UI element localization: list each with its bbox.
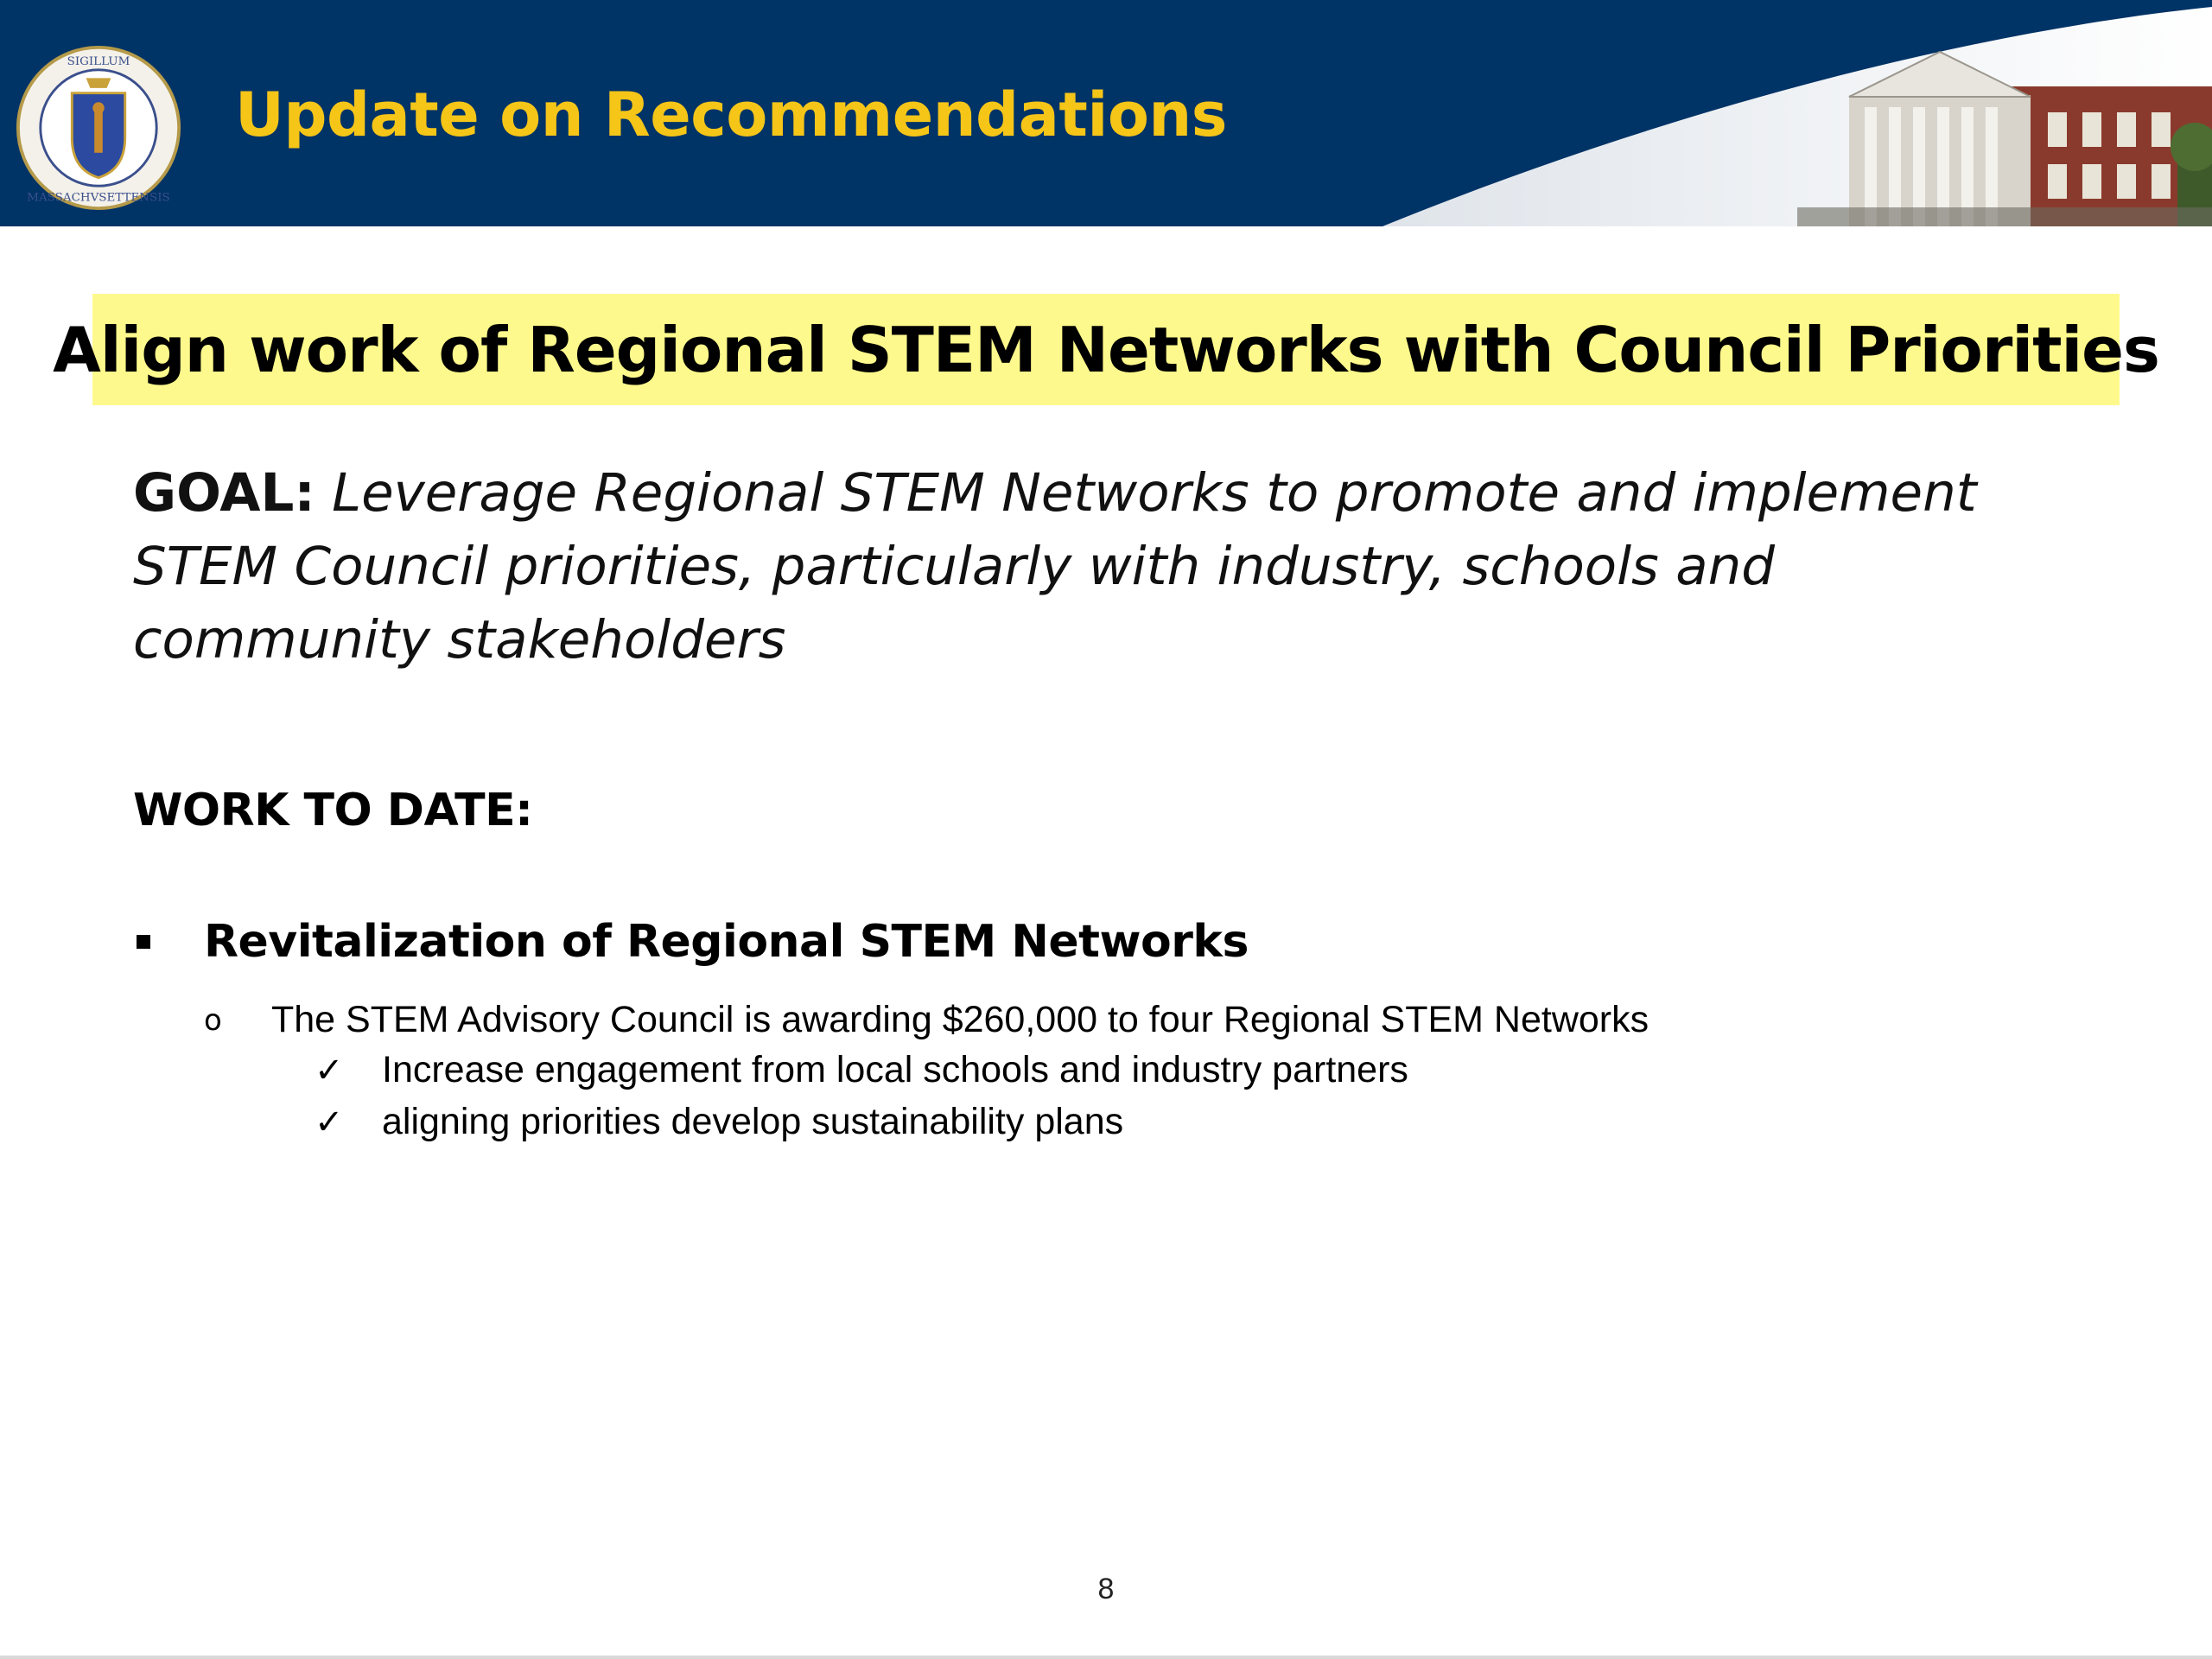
svg-text:MASSACHVSETTENSIS: MASSACHVSETTENSIS xyxy=(27,191,170,205)
goal-label: GOAL: xyxy=(133,462,315,524)
section-headline xyxy=(53,294,2159,405)
goal-text: Leverage Regional STEM Networks to promote and implement STEM Council priorities, particularly with industry, schools and community stakeholders xyxy=(133,462,1977,671)
statehouse-image xyxy=(1797,35,2212,226)
header-banner xyxy=(0,0,2212,226)
massachusetts-seal-icon xyxy=(16,45,181,211)
circle-bullet-icon: o xyxy=(204,1002,222,1038)
check-list-item xyxy=(315,1049,1408,1091)
sub-list-item xyxy=(204,999,1649,1041)
goal-paragraph xyxy=(133,456,2077,677)
slide-header-title: Update on Recommendations xyxy=(235,79,1227,150)
check-list-item-text: Increase engagement from local schools and industry partners xyxy=(382,1049,1408,1090)
svg-text:SIGILLUM: SIGILLUM xyxy=(67,55,130,69)
list-item xyxy=(133,916,1249,968)
checkmark-icon: ✓ xyxy=(315,1050,344,1090)
check-list-item xyxy=(315,1101,1123,1143)
list-item-text: Revitalization of Regional STEM Networks xyxy=(204,916,1249,968)
bottom-divider xyxy=(0,1656,2212,1659)
page-number: 8 xyxy=(1097,1573,1115,1605)
sub-list-item-text: The STEM Advisory Council is awarding $260,000 to four Regional STEM Networks xyxy=(271,999,1649,1040)
check-list-item-text: aligning priorities develop sustainability plans xyxy=(382,1101,1124,1142)
checkmark-icon: ✓ xyxy=(315,1102,344,1142)
headline-text: Align work of Regional STEM Networks with Council Priorities xyxy=(53,313,2159,386)
work-to-date-heading: WORK TO DATE: xyxy=(133,785,533,836)
square-bullet-icon xyxy=(137,935,150,949)
